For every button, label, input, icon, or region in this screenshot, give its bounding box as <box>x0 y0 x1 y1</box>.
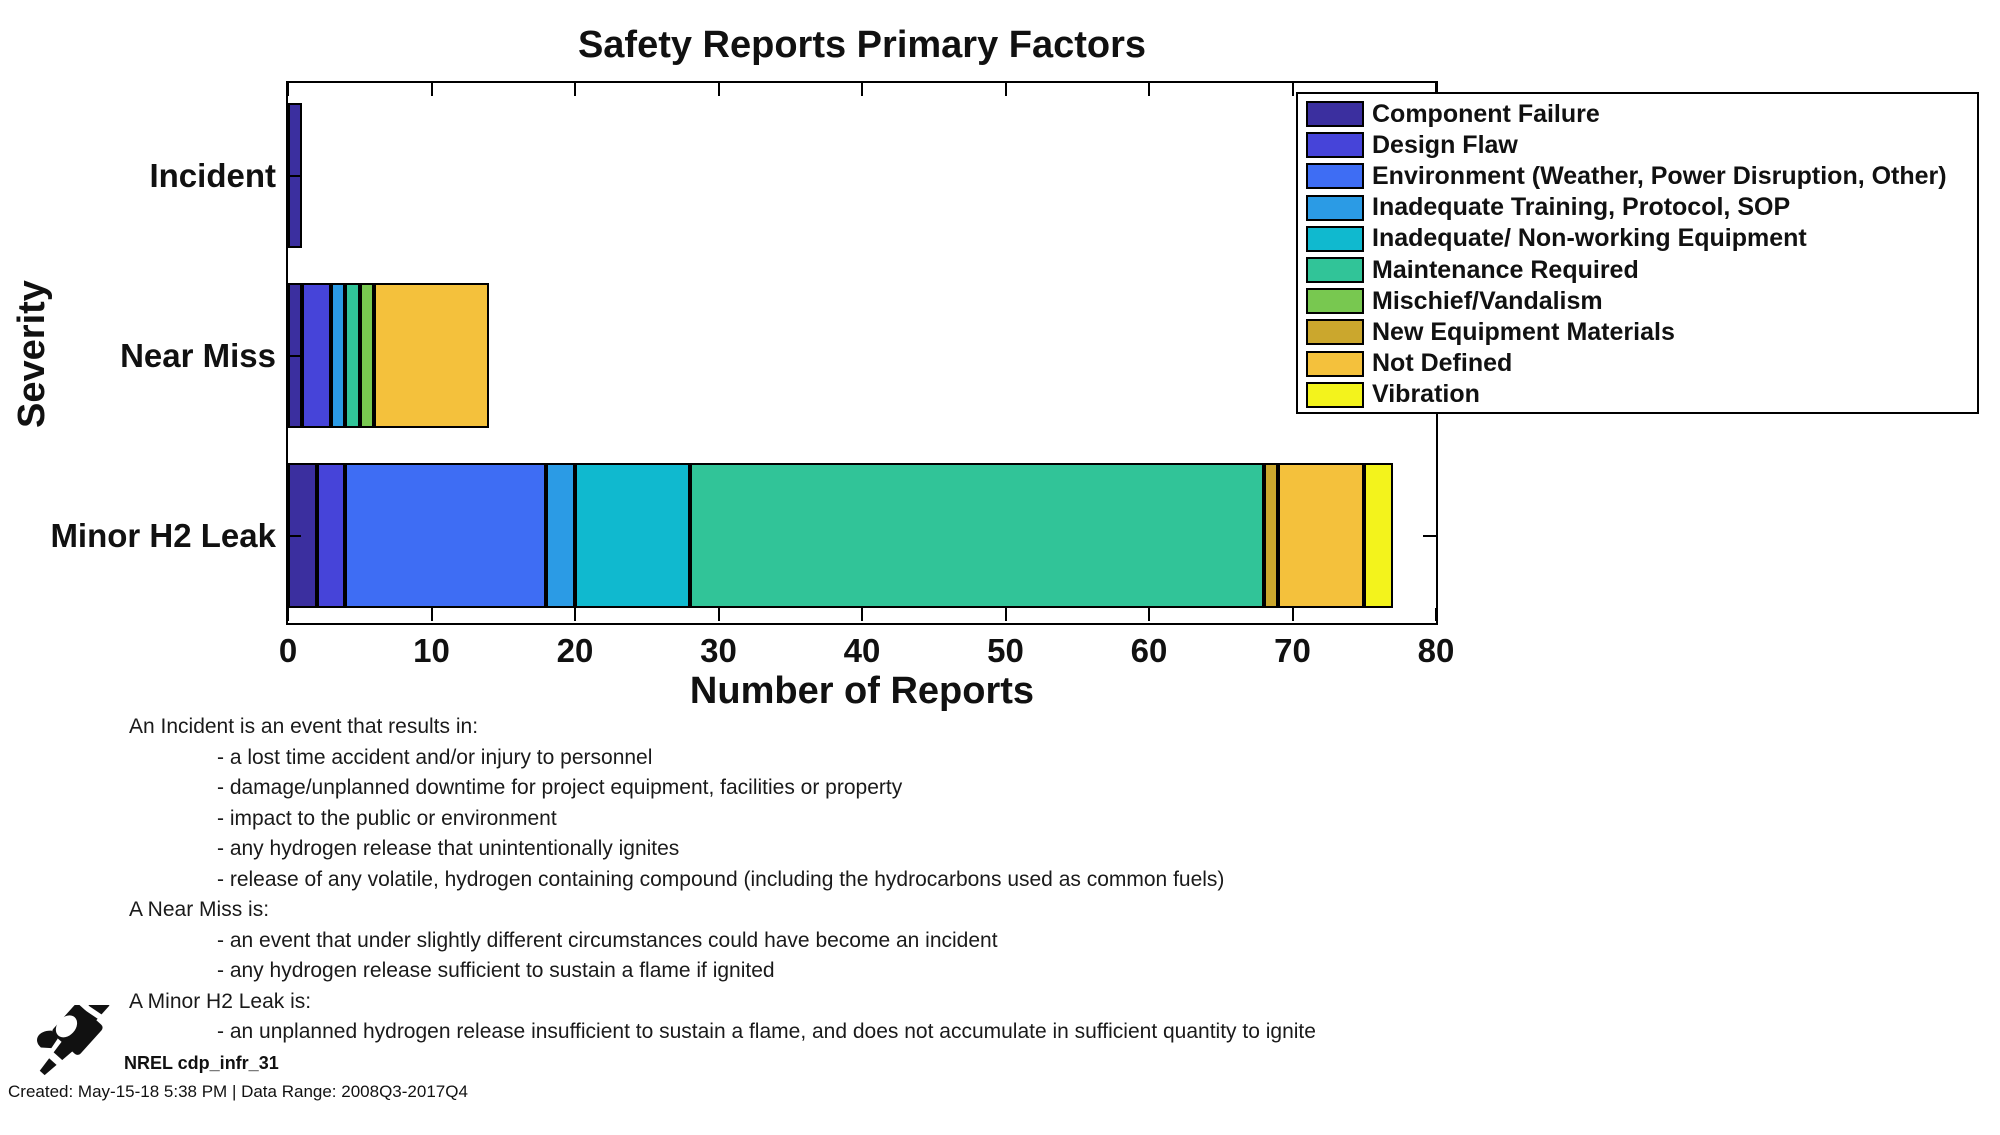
footnote-line: An Incident is an event that results in: <box>129 715 479 738</box>
x-tick-label: 30 <box>700 632 737 669</box>
x-tick-label: 60 <box>1130 632 1168 669</box>
legend-item <box>1306 286 1603 316</box>
legend-item <box>1306 255 1639 285</box>
y-tick-mark <box>1423 535 1436 537</box>
x-tick-mark <box>1292 608 1294 621</box>
bar-segment <box>331 283 345 428</box>
x-tick-mark <box>718 608 720 621</box>
x-tick-label: 10 <box>413 632 450 669</box>
legend-label: Mischief/Vandalism <box>1372 286 1603 315</box>
y-tick-mark <box>288 535 301 537</box>
footnote-line: - an unplanned hydrogen release insufficient to sustain a flame, and does not accumulate in sufficient quantity to ignite <box>217 1020 1316 1043</box>
x-tick-mark <box>287 83 289 96</box>
x-tick-mark <box>861 83 863 96</box>
x-tick-mark <box>431 83 433 96</box>
legend-item <box>1306 317 1675 347</box>
legend-item <box>1306 349 1512 379</box>
legend-label: Environment (Weather, Power Disruption, Other) <box>1372 161 1947 190</box>
footnote-line: - any hydrogen release that unintentionally ignites <box>217 837 680 860</box>
bar-segment <box>1264 463 1278 608</box>
legend-item <box>1306 380 1480 410</box>
y-tick-mark <box>288 355 301 357</box>
legend-swatch <box>1306 288 1364 314</box>
legend-item <box>1306 224 1807 254</box>
x-tick-mark <box>287 608 289 621</box>
legend-label: Inadequate/ Non-working Equipment <box>1372 224 1807 253</box>
y-axis-label: Severity <box>11 280 53 428</box>
bar-segment <box>575 463 690 608</box>
bar-segment <box>546 463 575 608</box>
y-category-label: Minor H2 Leak <box>50 516 276 554</box>
footnote-line: - release of any volatile, hydrogen containing compound (including the hydrocarbons used as common fuels) <box>217 867 1225 891</box>
legend-item <box>1306 99 1600 129</box>
bar-segment <box>360 283 374 428</box>
legend-label: Component Failure <box>1372 99 1600 128</box>
footnote-line: - a lost time accident and/or injury to personnel <box>217 745 653 769</box>
x-axis-label: Number of Reports <box>689 670 1035 712</box>
footnote-line: - impact to the public or environment <box>217 806 557 830</box>
x-tick-mark <box>1148 83 1150 96</box>
y-category-label: Near Miss <box>120 336 276 374</box>
y-category-label: Incident <box>149 156 276 194</box>
legend-label: Maintenance Required <box>1372 255 1639 284</box>
legend-swatch <box>1306 257 1364 283</box>
footnotes <box>129 712 1629 1048</box>
legend-label: Design Flaw <box>1372 130 1518 159</box>
bar-segment <box>690 463 1264 608</box>
legend-label: New Equipment Materials <box>1372 317 1675 346</box>
legend-swatch <box>1306 351 1364 377</box>
legend-item <box>1306 130 1518 160</box>
legend-item <box>1306 193 1790 223</box>
x-tick-mark <box>718 83 720 96</box>
x-tick-mark <box>431 608 433 621</box>
legend-label: Not Defined <box>1372 349 1513 378</box>
bar-segment <box>317 463 346 608</box>
bar-segment <box>1278 463 1364 608</box>
x-tick-mark <box>574 608 576 621</box>
chart-title: Safety Reports Primary Factors <box>577 24 1147 66</box>
x-tick-label: 0 <box>278 632 298 669</box>
x-tick-label: 70 <box>1274 632 1311 669</box>
legend-swatch <box>1306 226 1364 252</box>
bar-segment <box>345 463 546 608</box>
legend-swatch <box>1306 101 1364 127</box>
x-tick-mark <box>1435 608 1437 621</box>
report-id: NREL cdp_infr_31 <box>124 1053 279 1073</box>
footnote-line: A Minor H2 Leak is: <box>129 989 312 1013</box>
legend-swatch <box>1306 195 1364 221</box>
x-tick-mark <box>1148 608 1150 621</box>
bar-segment <box>1364 463 1393 608</box>
y-tick-mark <box>288 175 301 177</box>
x-tick-mark <box>1005 83 1007 96</box>
x-tick-label: 80 <box>1417 632 1455 669</box>
x-tick-mark <box>1005 608 1007 621</box>
legend <box>1296 92 1979 414</box>
legend-item <box>1306 161 1947 191</box>
footnote-line: A Near Miss is: <box>129 898 270 921</box>
legend-swatch <box>1306 163 1364 189</box>
bar-segment <box>302 283 331 428</box>
created-line: Created: May-15-18 5:38 PM | Data Range: 2008Q3-2017Q4 <box>8 1082 468 1101</box>
legend-label: Inadequate Training, Protocol, SOP <box>1372 193 1791 222</box>
fuel-nozzle-icon <box>12 1005 118 1087</box>
x-tick-label: 40 <box>843 632 881 669</box>
legend-swatch <box>1306 319 1364 345</box>
legend-label: Vibration <box>1372 380 1480 409</box>
x-tick-mark <box>1292 83 1294 96</box>
footnote-line: - any hydrogen release sufficient to sustain a flame if ignited <box>217 959 775 982</box>
x-tick-label: 50 <box>987 632 1024 669</box>
x-tick-label: 20 <box>556 632 594 669</box>
legend-swatch <box>1306 382 1364 408</box>
legend-swatch <box>1306 132 1364 158</box>
bar-segment <box>374 283 489 428</box>
x-tick-mark <box>574 83 576 96</box>
footnote-line: - an event that under slightly different circumstances could have become an incident <box>217 928 998 952</box>
x-tick-mark <box>861 608 863 621</box>
bar-segment <box>345 283 359 428</box>
footnote-line: - damage/unplanned downtime for project equipment, facilities or property <box>217 776 903 799</box>
